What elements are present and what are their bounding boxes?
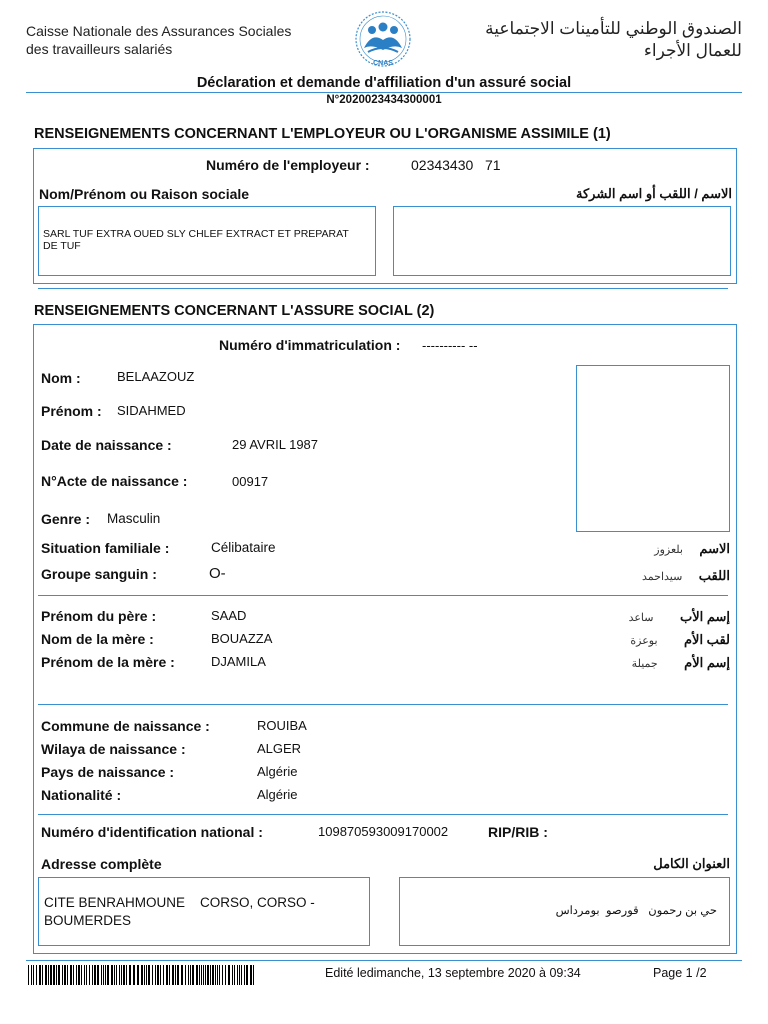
barcode-bar [97,965,99,985]
barcode-bar [103,965,104,985]
barcode-bar [215,965,216,985]
prenom-mere-value: DJAMILA [211,654,266,669]
barcode-bar [111,965,113,985]
nom-mere-value: BOUAZZA [211,631,273,646]
barcode-bar [222,965,223,985]
barcode-bar [56,965,57,985]
barcode-bar [228,965,230,985]
barcode-bar [166,965,168,985]
pays-naissance-value: Algérie [257,764,298,779]
barcode-bar [81,965,82,985]
barcode-bar [84,965,85,985]
ar-prenom-row [642,567,730,585]
nin-label: Numéro d'identification national : [41,824,263,840]
barcode-bar [28,965,29,985]
barcode-bar [217,965,218,985]
title-divider [26,92,742,93]
barcode-bar [146,965,147,985]
barcode-bar [219,965,220,985]
document-title: Déclaration et demande d'affiliation d'un assuré social [196,75,572,91]
cnas-logo-icon [348,10,418,72]
nin-value: 109870593009170002 [318,824,449,839]
barcode-bar [129,965,131,985]
adresse-label-fr: Adresse complète [41,856,162,872]
employer-name-label-ar: الاسم / اللقب أو اسم الشركة [575,186,732,201]
adresse-label-ar: العنوان الكامل [653,856,730,871]
immatriculation-value: ---------- -- [422,338,478,353]
barcode-bar [185,965,186,985]
ar-prenom-value: سيداحمد [642,571,683,583]
barcode-bar [78,965,80,985]
barcode-bar [169,965,170,985]
barcode-bar [148,965,150,985]
nationalite-label: Nationalité : [41,787,122,803]
barcode-bar [73,965,74,985]
prenom-pere-value: SAAD [211,608,247,623]
barcode-bar [207,965,209,985]
org-name-ar-line2: للعمال الأجراء [643,41,742,60]
acte-naissance-label: N°Acte de naissance : [41,473,188,489]
barcode-bar [190,965,191,985]
barcode-bar [177,965,179,985]
barcode-bar [50,965,52,985]
ar-pere-label: إسم الأب [679,609,730,624]
barcode-bar [181,965,183,985]
barcode [28,965,256,985]
barcode-bar [192,965,194,985]
barcode-bar [105,965,106,985]
barcode-bar [31,965,32,985]
barcode-bar [70,965,72,985]
barcode-bar [58,965,60,985]
wilaya-naissance-value: ALGER [257,741,302,756]
ar-nom-row [654,540,730,558]
barcode-bar [123,965,125,985]
barcode-bar [116,965,117,985]
prenom-value: SIDAHMED [117,403,186,418]
barcode-bar [199,965,200,985]
barcode-bar [33,965,34,985]
genre-value: Masculin [107,511,161,526]
barcode-bar [86,965,87,985]
barcode-bar [155,965,156,985]
nin-divider [38,814,728,815]
page-number: Page 1 /2 [653,966,707,980]
barcode-bar [234,965,235,985]
employer-name-label-fr: Nom/Prénom ou Raison sociale [39,186,250,202]
immatriculation-label: Numéro d'immatriculation : [219,337,401,353]
prenom-label: Prénom : [41,403,102,419]
barcode-bar [253,965,254,985]
barcode-bar [225,965,226,985]
employer-name-ar-box [393,206,731,276]
barcode-bar [141,965,143,985]
barcode-bar [101,965,102,985]
barcode-bar [241,965,242,985]
header-fr [26,22,291,58]
barcode-bar [246,965,248,985]
employer-number-value: 02343430 71 [411,157,501,173]
employer-number-label: Numéro de l'employeur : [206,157,370,173]
document-number: N°2020023434300001 [326,94,442,106]
pays-naissance-label: Pays de naissance : [41,764,175,780]
employer-name-fr-box [38,206,376,276]
barcode-bar [144,965,145,985]
section-divider [38,288,728,289]
acte-naissance-value: 00917 [232,474,269,489]
prenom-mere-label: Prénom de la mère : [41,654,175,670]
org-name-fr-line1: Caisse Nationale des Assurances Sociales [26,23,292,39]
barcode-bar [114,965,115,985]
barcode-bar [244,965,245,985]
barcode-bar [201,965,202,985]
barcode-bar [64,965,66,985]
adresse-value-fr: CITE BENRAHMOUNE CORSO, CORSO - BOUMERDES [44,895,319,928]
barcode-bar [42,965,43,985]
barcode-bar [92,965,93,985]
wilaya-naissance-label: Wilaya de naissance : [41,741,186,757]
org-name-fr-line2: des travailleurs salariés [26,41,173,57]
barcode-bar [237,965,238,985]
adresse-fr-box [38,877,370,946]
barcode-bar [152,965,153,985]
commune-naissance-value: ROUIBA [257,718,307,733]
commune-naissance-label: Commune de naissance : [41,718,210,734]
nom-value: BELAAZOUZ [117,369,195,384]
barcode-bar [45,965,47,985]
date-naissance-label: Date de naissance : [41,437,172,453]
nom-mere-label: Nom de la mère : [41,631,154,647]
barcode-bar [48,965,49,985]
situation-familiale-label: Situation familiale : [41,540,170,556]
ar-mere-prenom-value: جميلة [631,658,658,670]
date-naissance-value: 29 AVRIL 1987 [232,437,319,452]
header-ar [485,18,742,62]
barcode-bar [119,965,120,985]
ar-nom-label: الاسم [699,541,730,556]
ar-pere-row [629,608,730,626]
insured-section-title: RENSEIGNEMENTS CONCERNANT L'ASSURE SOCIAL (2) [34,303,435,319]
ar-nom-value: بلعزوز [654,544,683,556]
ar-mere-prenom-row [632,654,730,672]
barcode-bar [62,965,63,985]
barcode-bar [172,965,174,985]
barcode-bar [188,965,189,985]
barcode-bar [239,965,240,985]
ar-prenom-label: اللقب [698,568,730,583]
photo-box [576,365,730,532]
svg-text:CNAS: CNAS [373,60,393,67]
ar-mere-nom-row [630,631,730,649]
barcode-bar [203,965,204,985]
barcode-bar [196,965,198,985]
employer-name-value-fr: SARL TUF EXTRA OUED SLY CHLEF EXTRACT ET PREPARAT DE TUF [43,228,349,252]
situation-familiale-value: Célibataire [211,540,276,555]
edited-date: Edité ledimanche, 13 septembre 2020 à 09:34 [325,966,581,980]
barcode-bar [107,965,109,985]
birthplace-divider [38,704,728,705]
rib-label: RIP/RIB : [488,824,548,840]
barcode-bar [126,965,127,985]
barcode-bar [232,965,233,985]
prenom-pere-label: Prénom du père : [41,608,157,624]
ar-mere-nom-label: لقب الأم [684,632,730,647]
barcode-bar [210,965,211,985]
barcode-bar [157,965,159,985]
barcode-bar [89,965,90,985]
nationalite-value: Algérie [257,787,298,802]
groupe-sanguin-label: Groupe sanguin : [41,566,157,582]
parents-divider [38,595,728,596]
barcode-bar [175,965,176,985]
org-name-ar-line1: الصندوق الوطني للتأمينات الاجتماعية [485,19,742,38]
barcode-bar [160,965,161,985]
barcode-bar [121,965,122,985]
barcode-bar [137,965,139,985]
barcode-bar [53,965,55,985]
barcode-bar [205,965,206,985]
barcode-bar [250,965,252,985]
groupe-sanguin-value: O- [209,565,226,582]
barcode-bar [94,965,96,985]
ar-mere-nom-value: بوعزة [630,635,658,647]
adresse-value-ar: حي بن رحمون قورصو بومرداس [555,905,717,917]
barcode-bar [212,965,214,985]
barcode-bar [76,965,77,985]
adresse-ar-box [399,877,730,946]
footer-divider [26,960,742,961]
barcode-bar [39,965,41,985]
barcode-bar [133,965,135,985]
barcode-bar [36,965,37,985]
genre-label: Genre : [41,511,91,527]
employer-section-title: RENSEIGNEMENTS CONCERNANT L'EMPLOYEUR OU L'ORGANISME ASSIMILE (1) [34,126,611,142]
nom-label: Nom : [41,370,81,386]
ar-mere-prenom-label: إسم الأم [684,655,730,670]
barcode-bar [67,965,68,985]
ar-pere-value: ساعد [628,612,654,624]
barcode-bar [163,965,164,985]
